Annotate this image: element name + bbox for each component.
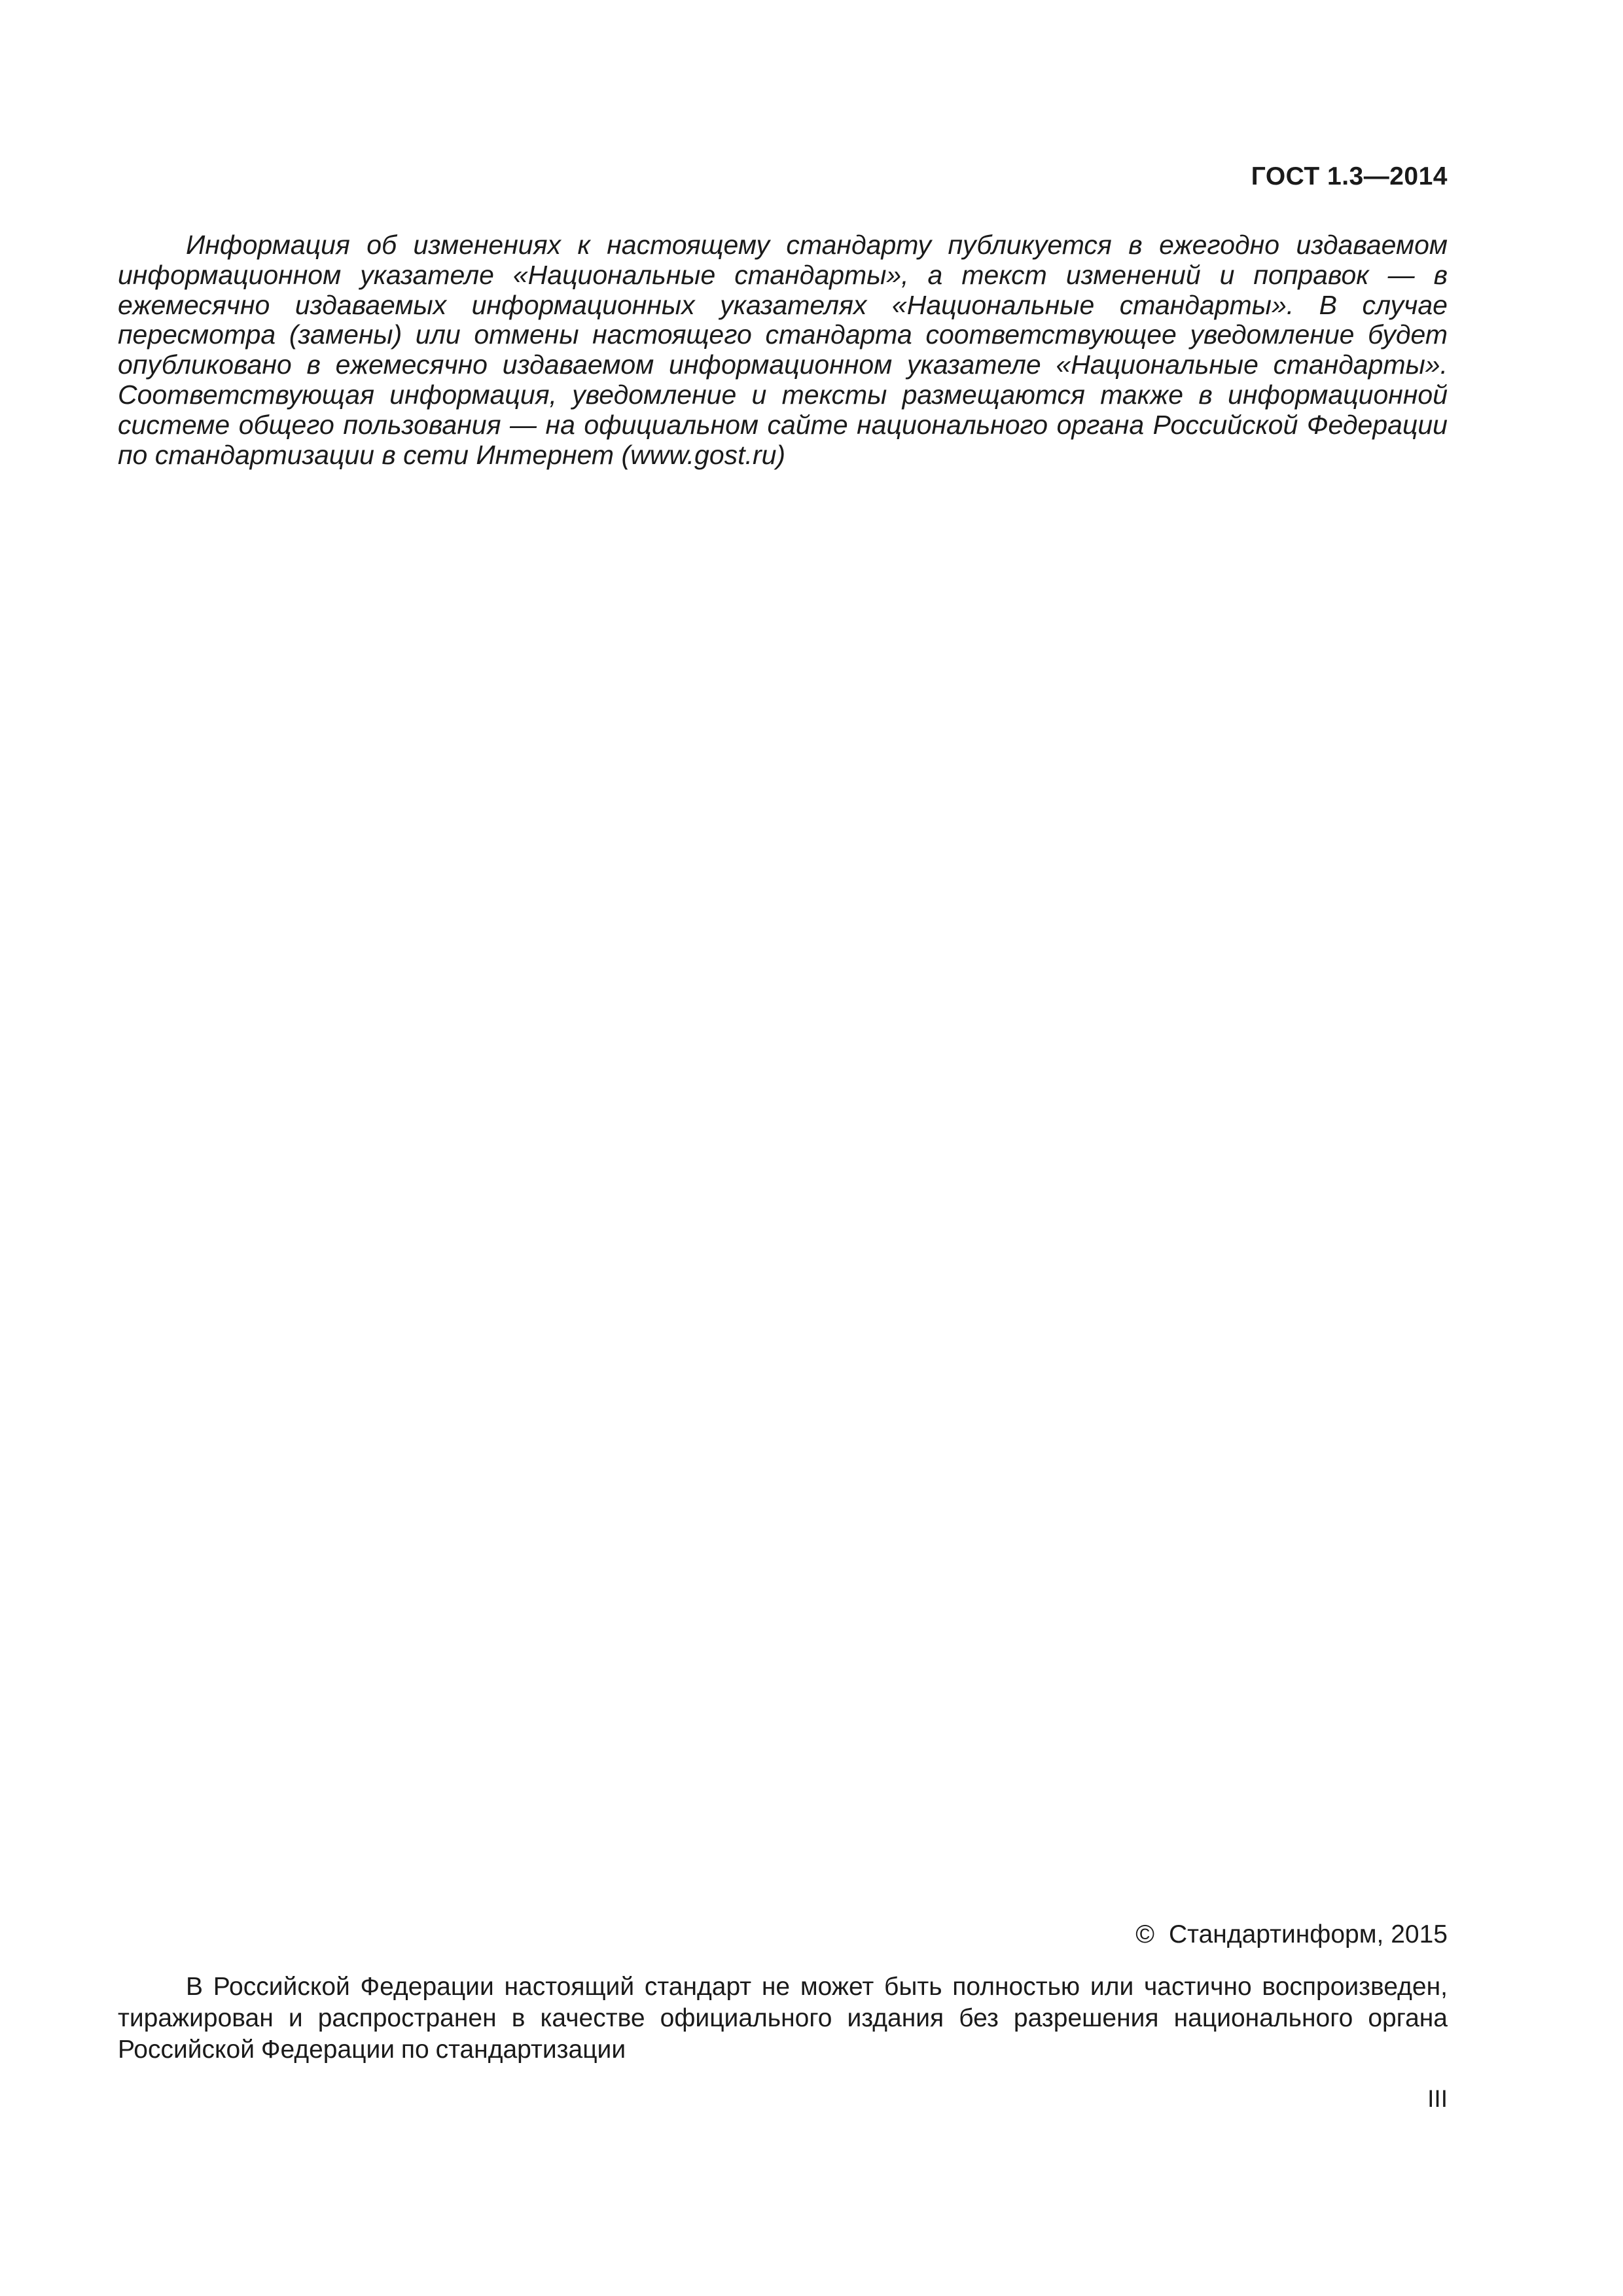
- copyright-text: Стандартинформ, 2015: [1169, 1920, 1448, 1948]
- amendments-info-paragraph: Информация об изменениях к настоящему стандарту публикуется в ежегодно издаваемом информационном указателе «Национальные стандарты», а текст изменений и поправок — в ежемесячно издаваемых информационных указателях «Национальные стандарты». В случае пересмотра (замены) или отмены настоящего стандарта соответствующее уведомление будет опубликовано в ежемесячно издаваемом информационном указателе «Национальные стандарты». Соответствующая информация, уведомление и тексты размещаются также в информационной системе общего пользования — на официальном сайте национального органа Российской Федерации по стандартизации в сети Интернет (www.gost.ru): [118, 230, 1448, 470]
- copyright-symbol: ©: [1135, 1920, 1154, 1948]
- reproduction-notice-paragraph: В Российской Федерации настоящий стандарт не может быть полностью или частично воспроизведен, тиражирован и распространен в качестве официального издания без разрешения национального органа Российской Федерации по стандартизации: [118, 1973, 1448, 2064]
- document-header-standard-id: ГОСТ 1.3—2014: [1251, 162, 1448, 190]
- copyright-line: [1135, 1920, 1448, 1949]
- page-number: III: [1427, 2085, 1448, 2112]
